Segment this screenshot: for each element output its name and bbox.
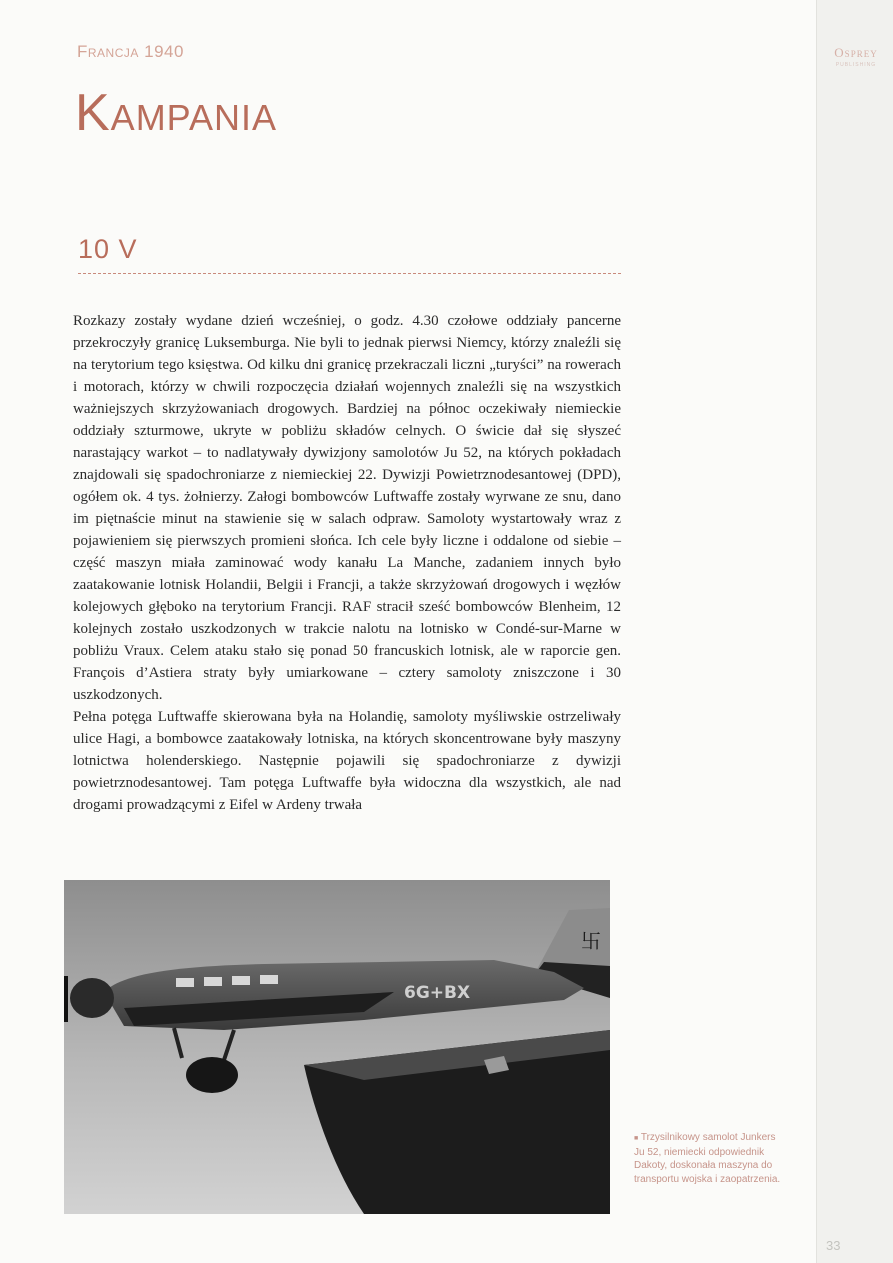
photo-caption bbox=[634, 1131, 784, 1186]
article-paragraph-1: Rozkazy zostały wydane dzień wcześniej, o godz. 4.30 czołowe oddziały pancerne przekroczyły granicę Luksemburga. Nie byli to jednak pierwsi Niemcy, którzy znaleźli się na terytorium tego księstwa. Od kilku dni granicę przekraczali liczni „turyści” na rowerach i motorach, którzy w chwili rozpoczęcia działań wojennych znaleźli się na wszystkich ważniejszych skrzyżowaniach drogowych. Bardziej na północ oczekiwały niemieckie oddziały szturmowe, ukryte w pobliżu składów celnych. O świcie dał się słyszeć narastający warkot – to nadlatywały dywizjony samolotów Ju 52, na których pokładach znajdowali się spadochroniarze z niemieckiej 22. Dywizji Powietrznodesantowej (DPD), ogółem ok. 4 tys. żołnierzy. Załogi bombowców Luftwaffe zostały wyrwane ze snu, dano im piętnaście minut na stawienie się w salach odpraw. Samoloty wystartowały wraz z pojawieniem się pierwszych promieni słońca. Ich cele były liczne i oddalone od siebie – część maszyn miała zaminować wody kanału La Manche, zadaniem innych było zaatakowanie lotnisk Holandii, Belgii i Francji, a także skrzyżowań drogowych i węzłów kolejowych głęboko na terytorium Francji. RAF stracił sześć bombowców Blenheim, 12 kolejnych zostało uszkodzonych w trakcie nalotu na lotnisko w Condé-sur-Marne w pobliżu Vraux. Celem ataku stało się ponad 50 francuskich lotnisk, ale w raporcie gen. François d’Astiera straty były umiarkowane – cztery samoloty zniszczone i 30 uszkodzonych. bbox=[73, 313, 621, 703]
article-body bbox=[73, 310, 621, 816]
aircraft-photo bbox=[64, 880, 610, 1214]
publisher-subtitle: PUBLISHING bbox=[835, 62, 877, 68]
right-margin-panel bbox=[816, 0, 893, 1263]
date-heading: 10 V bbox=[78, 234, 138, 264]
caption-text: Trzysilnikowy samolot Junkers Ju 52, niemiecki odpowiednik Dakoty, doskonała maszyna do transportu wojska i zaopatrzenia. bbox=[634, 1132, 781, 1185]
caption-bullet-icon: ■ bbox=[634, 1135, 639, 1142]
article-paragraph-2: Pełna potęga Luftwaffe skierowana była na Holandię, samoloty myśliwskie ostrzeliwały ulice Hagi, a bombowce zaatakowały lotniska, na których skoncentrowane były maszyny lotnictwa holenderskiego. Następnie pojawili się spadochroniarze z dywizji powietrznodesantowej. Tam potęga Luftwaffe była widoczna dla wszystkich, ale nad drogami prowadzącymi z Eifel w Ardeny trwała bbox=[73, 709, 621, 813]
fuselage-code: 6G+BX bbox=[404, 983, 471, 1003]
chapter-title: Kampania bbox=[75, 84, 278, 142]
svg-text:卐: 卐 bbox=[581, 929, 601, 953]
heading-divider bbox=[78, 273, 621, 274]
section-label: Francja 1940 bbox=[77, 42, 184, 61]
page-number: 33 bbox=[826, 1238, 841, 1253]
publisher-name: Osprey bbox=[834, 45, 878, 60]
junkers-ju52-illustration bbox=[64, 880, 610, 1214]
publisher-logo bbox=[826, 45, 886, 68]
